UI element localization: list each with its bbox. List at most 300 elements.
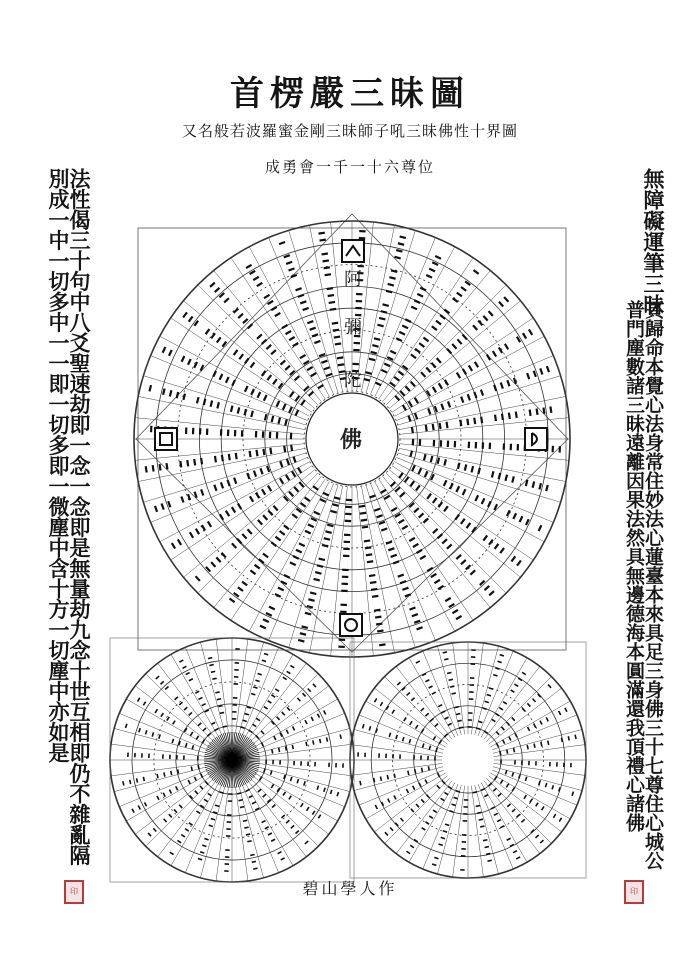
glyph-mark bbox=[427, 494, 431, 499]
glyph-mark bbox=[290, 665, 294, 667]
glyph-mark bbox=[400, 236, 406, 238]
glyph-mark bbox=[255, 680, 259, 681]
glyph-mark bbox=[301, 803, 303, 807]
glyph-mark bbox=[208, 793, 212, 795]
glyph-mark bbox=[411, 354, 416, 358]
glyph-mark bbox=[505, 770, 506, 774]
glyph-mark bbox=[298, 468, 301, 473]
glyph-mark bbox=[256, 493, 259, 498]
glyph-mark bbox=[407, 692, 410, 695]
glyph-mark bbox=[463, 335, 467, 340]
glyph-mark bbox=[411, 809, 414, 812]
glyph-mark bbox=[396, 338, 402, 341]
glyph-mark bbox=[279, 748, 280, 752]
glyph-mark bbox=[280, 461, 282, 467]
glyph-mark bbox=[258, 520, 262, 525]
glyph-mark bbox=[456, 714, 460, 715]
glyph-mark bbox=[392, 710, 394, 714]
glyph-mark bbox=[548, 741, 549, 745]
glyph-mark bbox=[282, 712, 285, 715]
glyph-mark bbox=[396, 250, 402, 252]
glyph-mark bbox=[238, 407, 240, 413]
glyph-mark bbox=[264, 654, 268, 655]
glyph-mark bbox=[293, 726, 295, 730]
glyph-mark bbox=[443, 652, 447, 653]
glyph-mark bbox=[388, 284, 394, 286]
glyph-mark bbox=[391, 482, 396, 486]
glyph-mark bbox=[454, 797, 458, 798]
glyph-mark bbox=[429, 816, 433, 818]
glyph-mark bbox=[164, 772, 165, 776]
glyph-mark bbox=[494, 813, 498, 815]
glyph-mark bbox=[201, 365, 204, 371]
glyph-mark bbox=[178, 769, 179, 773]
subtitle-line-1: 又名般若波羅蜜金剛三昧師子吼三昧佛性十界圖 bbox=[181, 122, 518, 140]
glyph-mark bbox=[439, 383, 442, 388]
glyph-mark bbox=[206, 329, 210, 334]
glyph-mark bbox=[526, 519, 529, 525]
spoke bbox=[216, 639, 228, 733]
glyph-mark bbox=[317, 565, 323, 567]
glyph-mark bbox=[286, 730, 288, 734]
glyph-mark bbox=[318, 815, 320, 819]
glyph-mark bbox=[280, 478, 283, 483]
glyph-mark bbox=[179, 805, 182, 808]
subtitle-line-2: 成勇會一千一十六尊位 bbox=[264, 158, 435, 176]
glyph-mark bbox=[525, 777, 526, 781]
glyph-mark bbox=[238, 504, 241, 509]
artist-signature: 碧山學人作 bbox=[302, 879, 398, 898]
glyph-mark bbox=[234, 478, 236, 484]
glyph-mark bbox=[421, 799, 424, 802]
glyph-mark bbox=[196, 811, 200, 813]
glyph-mark bbox=[388, 548, 394, 550]
glyph-mark bbox=[238, 587, 243, 591]
glyph-mark bbox=[513, 513, 516, 519]
glyph-mark bbox=[394, 774, 395, 778]
glyph-mark bbox=[175, 697, 178, 700]
glyph-mark bbox=[474, 418, 475, 424]
glyph-mark bbox=[215, 288, 220, 292]
glyph-mark bbox=[414, 839, 418, 841]
glyph-mark bbox=[307, 367, 312, 370]
glyph-mark bbox=[262, 371, 266, 376]
glyph-mark bbox=[251, 693, 255, 694]
glyph-mark bbox=[305, 497, 310, 501]
glyph-mark bbox=[319, 354, 325, 356]
glyph-mark bbox=[184, 707, 187, 710]
glyph-mark bbox=[207, 733, 210, 736]
glyph-mark bbox=[291, 825, 294, 828]
glyph-mark bbox=[391, 555, 397, 557]
glyph-mark bbox=[211, 818, 215, 819]
glyph-mark bbox=[286, 331, 291, 334]
glyph-mark bbox=[442, 539, 447, 543]
glyph-mark bbox=[497, 820, 501, 822]
glyph-mark bbox=[229, 454, 230, 460]
glyph-mark bbox=[538, 694, 541, 697]
glyph-mark bbox=[550, 407, 551, 413]
glyph-mark bbox=[561, 738, 562, 742]
spoke bbox=[151, 457, 308, 522]
right-column-text: 頁歸命本覺心法身常住妙法心蓮臺本來具足三身佛三十七尊住心城公普門塵數諸三昧遠離因果法然具無邊德海本圓滿還我頂禮心諸佛 bbox=[623, 300, 664, 870]
glyph-mark bbox=[281, 815, 284, 818]
glyph-mark bbox=[308, 524, 314, 527]
glyph-mark bbox=[495, 544, 499, 549]
glyph-mark bbox=[299, 543, 305, 546]
glyph-mark bbox=[181, 496, 183, 502]
glyph-mark bbox=[198, 858, 202, 859]
glyph-mark bbox=[415, 349, 420, 353]
glyph-mark bbox=[417, 550, 422, 553]
glyph-mark bbox=[307, 606, 313, 608]
glyph-mark bbox=[409, 401, 412, 406]
spoke bbox=[366, 485, 415, 648]
glyph-mark bbox=[433, 529, 438, 533]
glyph-mark bbox=[226, 511, 229, 516]
label-middle-2: 陀 bbox=[344, 370, 362, 391]
glyph-mark bbox=[448, 401, 450, 407]
glyph-mark bbox=[501, 383, 503, 389]
glyph-mark bbox=[311, 717, 313, 721]
glyph-mark bbox=[509, 413, 510, 419]
glyph-mark bbox=[234, 350, 238, 355]
spoke bbox=[471, 786, 483, 877]
glyph-mark bbox=[386, 291, 392, 293]
glyph-mark bbox=[503, 702, 507, 704]
glyph-mark bbox=[418, 468, 421, 474]
glyph-mark bbox=[434, 580, 439, 583]
glyph-mark bbox=[488, 501, 491, 507]
glyph-mark bbox=[306, 742, 307, 746]
glyph-mark bbox=[359, 506, 365, 507]
glyph-mark bbox=[425, 471, 428, 477]
glyph-mark bbox=[572, 792, 573, 796]
glyph-mark bbox=[217, 337, 221, 342]
glyph-mark bbox=[327, 525, 333, 527]
glyph-mark bbox=[437, 358, 441, 363]
glyph-mark bbox=[409, 739, 410, 743]
glyph-mark bbox=[533, 482, 535, 488]
glyph-mark bbox=[402, 526, 407, 529]
glyph-mark bbox=[191, 767, 192, 771]
glyph-mark bbox=[251, 389, 254, 395]
glyph-mark bbox=[195, 791, 198, 794]
glyph-mark bbox=[495, 776, 497, 780]
glyph-mark bbox=[324, 788, 325, 792]
glyph-mark bbox=[474, 392, 476, 398]
glyph-mark bbox=[507, 510, 510, 516]
glyph-mark bbox=[333, 330, 339, 331]
glyph-mark bbox=[489, 540, 493, 545]
glyph-mark bbox=[425, 680, 429, 682]
glyph-mark bbox=[399, 520, 404, 523]
glyph-mark bbox=[528, 727, 530, 731]
spoke bbox=[389, 301, 520, 409]
glyph-mark bbox=[441, 404, 443, 410]
glyph-mark bbox=[187, 460, 188, 466]
glyph-mark bbox=[307, 807, 309, 811]
glyph-mark bbox=[335, 344, 341, 345]
glyph-mark bbox=[540, 368, 542, 374]
glyph-mark bbox=[516, 857, 520, 859]
glyph-mark bbox=[202, 525, 205, 530]
glyph-mark bbox=[330, 790, 331, 794]
glyph-mark bbox=[289, 337, 294, 340]
glyph-mark bbox=[317, 714, 319, 718]
glyph-mark bbox=[559, 818, 561, 822]
right-seal-glyph: 印 bbox=[630, 887, 638, 896]
glyph-mark bbox=[429, 686, 433, 688]
glyph-mark bbox=[286, 475, 289, 480]
glyph-mark bbox=[200, 805, 204, 807]
glyph-mark bbox=[419, 343, 424, 347]
glyph-mark bbox=[332, 323, 338, 324]
glyph-mark bbox=[203, 728, 206, 731]
glyph-mark bbox=[304, 781, 305, 785]
glyph-mark bbox=[499, 708, 503, 710]
glyph-mark bbox=[481, 788, 485, 790]
spoke bbox=[375, 247, 455, 397]
spoke bbox=[389, 469, 520, 577]
glyph-mark bbox=[424, 454, 426, 460]
glyph-mark bbox=[323, 260, 329, 261]
glyph-mark bbox=[433, 810, 437, 812]
glyph-mark bbox=[183, 666, 187, 668]
glyph-mark bbox=[149, 385, 151, 391]
glyph-mark bbox=[417, 627, 423, 629]
glyph-mark bbox=[319, 559, 325, 561]
glyph-mark bbox=[272, 805, 275, 808]
glyph-mark bbox=[513, 851, 517, 853]
glyph-mark bbox=[445, 598, 450, 601]
glyph-mark bbox=[186, 673, 190, 675]
glyph-mark bbox=[381, 370, 387, 373]
glyph-mark bbox=[290, 777, 291, 781]
glyph-mark bbox=[552, 785, 553, 789]
glyph-mark bbox=[529, 329, 532, 334]
glyph-mark bbox=[215, 805, 219, 806]
glyph-mark bbox=[245, 386, 248, 392]
glyph-mark bbox=[198, 697, 202, 699]
glyph-mark bbox=[512, 476, 514, 482]
glyph-mark bbox=[507, 804, 510, 807]
glyph-mark bbox=[283, 404, 286, 410]
glyph-mark bbox=[167, 717, 169, 721]
glyph-mark bbox=[449, 679, 453, 680]
glyph-mark bbox=[444, 792, 448, 794]
glyph-mark bbox=[285, 366, 290, 370]
glyph-mark bbox=[300, 355, 305, 358]
glyph-mark bbox=[457, 720, 461, 721]
glyph-mark bbox=[317, 786, 318, 790]
glyph-mark bbox=[412, 427, 413, 433]
glyph-mark bbox=[484, 731, 488, 733]
spoke bbox=[475, 785, 499, 874]
glyph-mark bbox=[337, 357, 343, 358]
glyph-mark bbox=[171, 771, 172, 775]
glyph-mark bbox=[427, 568, 432, 571]
glyph-mark bbox=[132, 809, 134, 813]
glyph-mark bbox=[217, 402, 219, 408]
glyph-mark bbox=[170, 852, 174, 854]
glyph-mark bbox=[287, 459, 289, 465]
glyph-mark bbox=[444, 734, 447, 737]
glyph-mark bbox=[252, 802, 256, 804]
glyph-mark bbox=[493, 675, 497, 676]
glyph-mark bbox=[364, 540, 370, 541]
glyph-mark bbox=[196, 529, 199, 534]
glyph-mark bbox=[426, 425, 427, 431]
glyph-mark bbox=[461, 560, 466, 564]
glyph-mark bbox=[366, 554, 372, 555]
glyph-mark bbox=[168, 501, 170, 507]
glyph-mark bbox=[414, 300, 420, 303]
spoke bbox=[214, 476, 322, 607]
glyph-mark bbox=[485, 701, 489, 702]
glyph-mark bbox=[162, 504, 164, 510]
glyph-mark bbox=[460, 420, 461, 426]
glyph-mark bbox=[166, 463, 167, 469]
glyph-mark bbox=[398, 371, 403, 375]
glyph-mark bbox=[402, 326, 408, 329]
glyph-mark bbox=[456, 791, 460, 792]
glyph-mark bbox=[500, 655, 504, 656]
glyph-mark bbox=[448, 787, 452, 789]
glyph-mark bbox=[320, 739, 321, 743]
left-column-text: 法性偈三十句中八爻聖速劫即一念一念即是無量劫九念十世互相即仍不雜亂隔別成一中一切多中一一即一切多即一微塵中含十方一切塵中亦如是 bbox=[46, 168, 92, 865]
glyph-mark bbox=[221, 482, 223, 488]
glyph-mark bbox=[517, 561, 521, 566]
glyph-mark bbox=[308, 599, 314, 601]
glyph-mark bbox=[249, 730, 253, 732]
glyph-mark bbox=[383, 304, 389, 306]
glyph-mark bbox=[237, 539, 241, 544]
glyph-mark bbox=[322, 545, 328, 547]
glyph-mark bbox=[137, 778, 138, 782]
glyph-mark bbox=[443, 831, 447, 832]
spoke bbox=[255, 773, 337, 821]
glyph-mark bbox=[176, 786, 178, 790]
glyph-mark bbox=[423, 518, 428, 522]
glyph-mark bbox=[146, 730, 147, 734]
glyph-mark bbox=[285, 746, 286, 750]
glyph-mark bbox=[527, 703, 530, 706]
glyph-mark bbox=[211, 722, 215, 724]
glyph-mark bbox=[243, 720, 247, 721]
glyph-mark bbox=[438, 586, 443, 589]
glyph-mark bbox=[161, 713, 163, 717]
glyph-mark bbox=[334, 337, 340, 338]
glyph-mark bbox=[406, 789, 408, 793]
glyph-mark bbox=[298, 640, 304, 642]
glyph-mark bbox=[172, 543, 175, 548]
glyph-mark bbox=[548, 685, 551, 688]
glyph-mark bbox=[403, 405, 406, 410]
glyph-mark bbox=[159, 735, 160, 739]
glyph-mark bbox=[262, 660, 266, 661]
glyph-mark bbox=[449, 811, 453, 812]
glyph-mark bbox=[522, 672, 526, 674]
glyph-mark bbox=[263, 515, 267, 520]
glyph-mark bbox=[252, 724, 256, 726]
glyph-mark bbox=[491, 807, 495, 809]
glyph-mark bbox=[137, 698, 139, 702]
glyph-mark bbox=[146, 466, 147, 472]
glyph-mark bbox=[512, 809, 515, 812]
glyph-mark bbox=[297, 698, 300, 701]
glyph-mark bbox=[239, 354, 243, 359]
glyph-mark bbox=[456, 486, 459, 492]
glyph-mark bbox=[211, 671, 215, 672]
glyph-mark bbox=[485, 847, 489, 848]
glyph-mark bbox=[258, 789, 261, 792]
glyph-mark bbox=[369, 575, 375, 576]
glyph-mark bbox=[413, 544, 418, 547]
glyph-mark bbox=[263, 619, 269, 622]
glyph-mark bbox=[153, 828, 156, 831]
glyph-mark bbox=[495, 415, 496, 421]
glyph-mark bbox=[447, 544, 452, 548]
glyph-mark bbox=[485, 586, 490, 590]
glyph-mark bbox=[262, 821, 266, 823]
glyph-mark bbox=[155, 506, 157, 512]
spoke bbox=[394, 462, 544, 542]
glyph-mark bbox=[384, 496, 389, 499]
glyph-mark bbox=[139, 728, 140, 732]
glyph-mark bbox=[263, 794, 266, 797]
glyph-mark bbox=[312, 334, 318, 336]
glyph-mark bbox=[292, 745, 293, 749]
glyph-mark bbox=[442, 781, 445, 784]
glyph-mark bbox=[391, 270, 397, 272]
glyph-mark bbox=[463, 489, 466, 495]
glyph-mark bbox=[405, 594, 411, 596]
glyph-mark bbox=[540, 840, 543, 843]
glyph-mark bbox=[422, 674, 426, 676]
glyph-mark bbox=[214, 729, 218, 731]
glyph-mark bbox=[305, 720, 307, 724]
glyph-mark bbox=[231, 406, 233, 412]
glyph-mark bbox=[245, 358, 249, 363]
glyph-mark bbox=[468, 394, 470, 400]
glyph-mark bbox=[256, 718, 260, 720]
glyph-mark bbox=[179, 660, 183, 662]
spoke bbox=[394, 336, 544, 416]
glyph-mark bbox=[279, 242, 285, 244]
glyph-mark bbox=[303, 693, 306, 696]
glyph-mark bbox=[520, 516, 523, 522]
glyph-mark bbox=[504, 297, 508, 302]
spoke bbox=[398, 453, 561, 502]
glyph-mark bbox=[250, 855, 254, 856]
glyph-mark bbox=[408, 771, 409, 775]
glyph-mark bbox=[138, 806, 140, 810]
glyph-mark bbox=[483, 535, 487, 540]
glyph-mark bbox=[379, 318, 385, 320]
glyph-mark bbox=[396, 735, 397, 739]
glyph-mark bbox=[260, 626, 266, 629]
glyph-mark bbox=[246, 265, 251, 268]
glyph-mark bbox=[365, 372, 371, 374]
glyph-mark bbox=[240, 807, 244, 808]
glyph-mark bbox=[307, 321, 313, 323]
glyph-mark bbox=[542, 806, 544, 810]
glyph-mark bbox=[217, 699, 221, 700]
spoke bbox=[453, 786, 465, 877]
glyph-mark bbox=[243, 319, 248, 323]
glyph-mark bbox=[512, 772, 513, 776]
